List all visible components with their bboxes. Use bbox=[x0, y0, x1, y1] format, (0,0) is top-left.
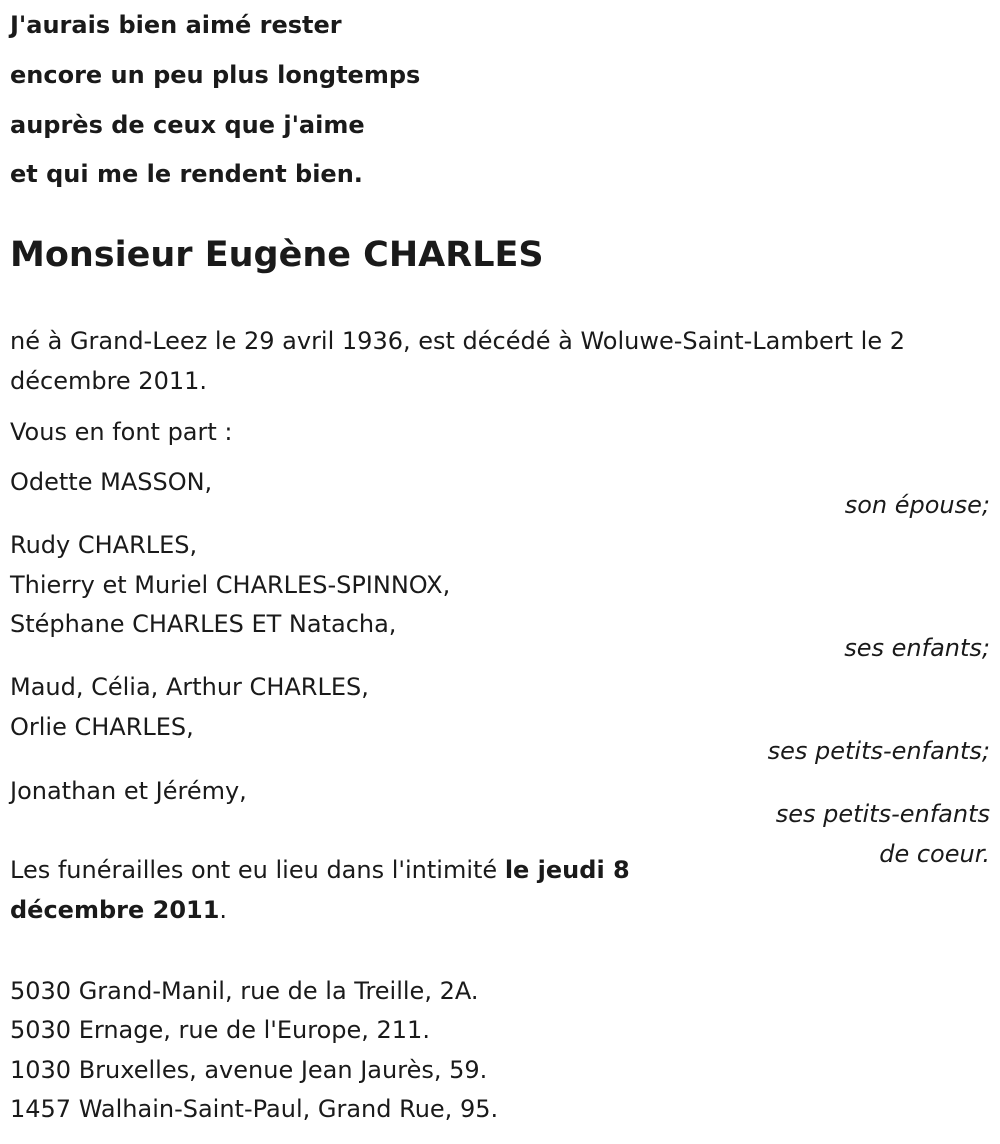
child-1: Rudy CHARLES, bbox=[10, 531, 198, 559]
grandchildren-relation: ses petits-enfants; bbox=[767, 737, 990, 765]
funeral-line-2 bbox=[10, 895, 227, 925]
funeral-date-part-2: décembre 2011 bbox=[10, 896, 220, 924]
spouse-name: Odette MASSON, bbox=[10, 468, 213, 496]
address-2: 5030 Ernage, rue de l'Europe, 211. bbox=[10, 1016, 430, 1044]
heart-relation-line-2: de coeur. bbox=[879, 840, 990, 868]
poem-line-1: J'aurais bien aimé rester bbox=[10, 11, 342, 39]
grandchild-1: Maud, Célia, Arthur CHARLES, bbox=[10, 673, 369, 701]
announcement-line-1: né à Grand-Leez le 29 avril 1936, est décédé à Woluwe-Saint-Lambert le 2 bbox=[10, 327, 905, 355]
spouse-relation: son épouse; bbox=[844, 491, 990, 519]
grandchild-2: Orlie CHARLES, bbox=[10, 713, 194, 741]
poem-line-3: auprès de ceux que j'aime bbox=[10, 111, 365, 139]
poem-line-4: et qui me le rendent bien. bbox=[10, 160, 363, 188]
announcement-line-2: décembre 2011. bbox=[10, 367, 208, 395]
intro-text: Vous en font part : bbox=[10, 418, 233, 446]
funeral-date-part-1: le jeudi 8 bbox=[504, 856, 630, 884]
poem-line-2: encore un peu plus longtemps bbox=[10, 61, 421, 89]
heart-relation-line-1: ses petits-enfants bbox=[775, 800, 990, 828]
deceased-name-title: Monsieur Eugène CHARLES bbox=[10, 235, 544, 275]
funeral-line-1 bbox=[10, 855, 630, 885]
children-relation: ses enfants; bbox=[844, 634, 990, 662]
funeral-prefix: Les funérailles ont eu lieu dans l'intimité bbox=[10, 856, 505, 884]
child-3: Stéphane CHARLES ET Natacha, bbox=[10, 610, 397, 638]
funeral-suffix: . bbox=[219, 896, 228, 924]
child-2: Thierry et Muriel CHARLES-SPINNOX, bbox=[10, 571, 451, 599]
heart-grandchildren: Jonathan et Jérémy, bbox=[10, 777, 247, 805]
address-3: 1030 Bruxelles, avenue Jean Jaurès, 59. bbox=[10, 1056, 488, 1084]
address-4: 1457 Walhain-Saint-Paul, Grand Rue, 95. bbox=[10, 1095, 499, 1123]
address-1: 5030 Grand-Manil, rue de la Treille, 2A. bbox=[10, 977, 479, 1005]
